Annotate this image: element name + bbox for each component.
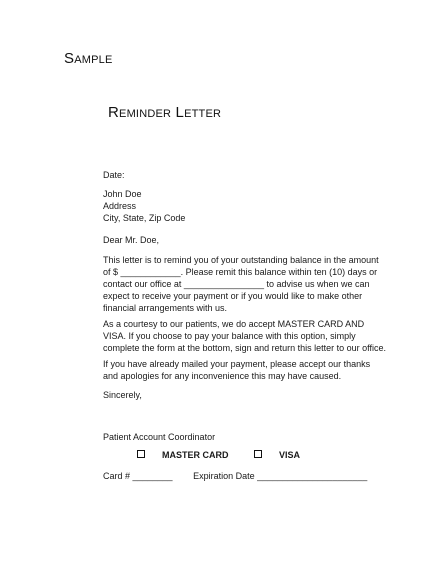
recipient-address bbox=[103, 188, 185, 224]
salutation: Dear Mr. Doe, bbox=[103, 235, 160, 245]
paragraph-line: If you have already mailed your payment, please accept our thanks bbox=[103, 359, 371, 369]
recipient-street: Address bbox=[103, 201, 137, 211]
paragraph-line: As a courtesy to our patients, we do accept MASTER CARD AND bbox=[103, 319, 365, 329]
sample-heading: Sample bbox=[64, 50, 113, 67]
signatory-title: Patient Account Coordinator bbox=[103, 432, 216, 442]
paragraph-thanks bbox=[103, 358, 370, 382]
paragraph-line: complete the form at the bottom, sign and return this letter to our office. bbox=[103, 343, 386, 353]
master-card-option[interactable] bbox=[137, 449, 229, 461]
paragraph-line: This letter is to remind you of your outstanding balance in the amount bbox=[103, 255, 379, 265]
paragraph-line: expect to receive your payment or if you would like to make other bbox=[103, 291, 363, 301]
paragraph-line: financial arrangements with us. bbox=[103, 303, 228, 313]
visa-label: VISA bbox=[279, 450, 301, 460]
paragraph-line: of $ ____________. Please remit this balance within ten (10) days or bbox=[103, 267, 378, 277]
date-label: Date: bbox=[103, 170, 125, 180]
card-options bbox=[137, 449, 300, 461]
card-number-field[interactable]: Card # ________ bbox=[103, 471, 173, 481]
paragraph-line: and apologies for any inconvenience this may have caused. bbox=[103, 371, 342, 381]
master-card-label: MASTER CARD bbox=[162, 450, 229, 460]
checkbox-icon[interactable] bbox=[137, 450, 145, 458]
paragraph-line: contact our office at ________________ to advise us when we can bbox=[103, 279, 370, 289]
visa-option[interactable] bbox=[254, 449, 300, 461]
expiration-date-field[interactable]: Expiration Date ______________________ bbox=[193, 471, 368, 481]
card-details-row bbox=[103, 470, 367, 482]
closing: Sincerely, bbox=[103, 390, 142, 400]
paragraph-balance-reminder bbox=[103, 254, 379, 314]
paragraph-card-payment bbox=[103, 318, 386, 354]
checkbox-icon[interactable] bbox=[254, 450, 262, 458]
paragraph-line: VISA. If you choose to pay your balance with this option, simply bbox=[103, 331, 356, 341]
reminder-letter-title: Reminder Letter bbox=[108, 104, 222, 121]
recipient-name: John Doe bbox=[103, 189, 142, 199]
recipient-city: City, State, Zip Code bbox=[103, 213, 186, 223]
